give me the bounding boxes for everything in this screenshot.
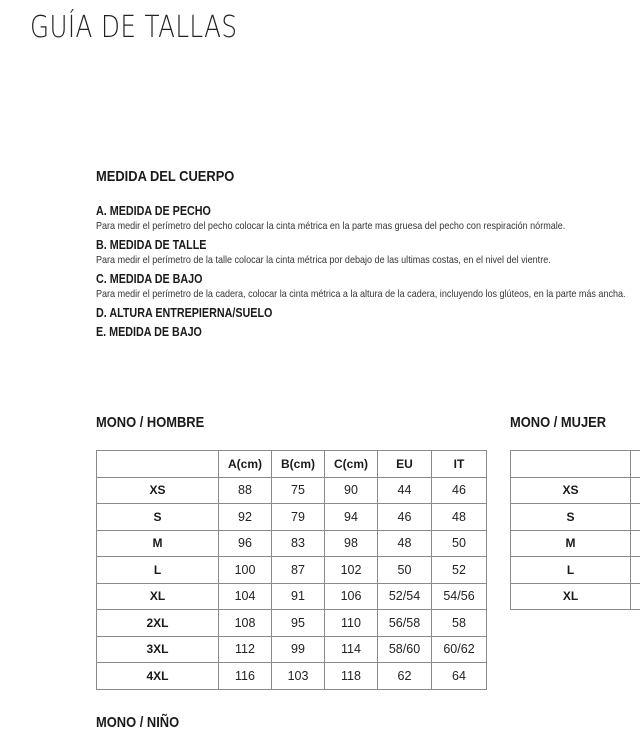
table-cell: 46 [432, 477, 487, 504]
table-cell: 46 [378, 504, 432, 531]
table-cell: 52/54 [378, 583, 432, 610]
table-row [97, 530, 487, 557]
table-cell: 96 [219, 530, 272, 557]
table-cell [631, 477, 640, 504]
table-cell: 58 [432, 610, 487, 637]
table-cell: 79 [272, 504, 325, 531]
table-cell: 75 [272, 477, 325, 504]
table-cell: 58/60 [378, 636, 432, 663]
table-cell: 99 [272, 636, 325, 663]
table-cell: 98 [325, 530, 378, 557]
header-cell [631, 451, 640, 478]
table-cell: 90 [325, 477, 378, 504]
table-cell: 48 [432, 504, 487, 531]
table-row [97, 477, 487, 504]
header-cell [97, 451, 219, 478]
table-cell: 103 [272, 663, 325, 690]
table-row [97, 583, 487, 610]
table-cell: 64 [432, 663, 487, 690]
table-cell: 44 [378, 477, 432, 504]
size-label: M [97, 530, 219, 557]
women-table-header-row [511, 451, 640, 478]
header-cell: A(cm) [219, 451, 272, 478]
table-cell: 50 [378, 557, 432, 584]
table-cell: 110 [325, 610, 378, 637]
size-label: 4XL [97, 663, 219, 690]
header-cell: EU [378, 451, 432, 478]
table-cell: 112 [219, 636, 272, 663]
table-cell: 91 [272, 583, 325, 610]
table-row [511, 557, 640, 584]
women-size-table [510, 450, 640, 610]
table-cell: 108 [219, 610, 272, 637]
measure-item-d [96, 305, 629, 321]
measure-description: Para medir el perímetro de la cadera, colocar la cinta métrica a la altura de la cadera, incluyendo los glúteos, en la parte más ancha. [96, 287, 629, 302]
measure-heading: A. MEDIDA DE PECHO [96, 203, 629, 219]
table-cell: 100 [219, 557, 272, 584]
table-cell: 48 [378, 530, 432, 557]
table-row [511, 504, 640, 531]
table-cell: 54/56 [432, 583, 487, 610]
measure-item-e [96, 324, 629, 340]
table-row [511, 530, 640, 557]
table-row [97, 610, 487, 637]
size-label: XL [97, 583, 219, 610]
table-row [511, 477, 640, 504]
table-cell: 88 [219, 477, 272, 504]
table-cell: 114 [325, 636, 378, 663]
header-cell: IT [432, 451, 487, 478]
size-label: 3XL [97, 636, 219, 663]
measure-description: Para medir el perímetro de la talle colocar la cinta métrica por debajo de las ultimas costas, en el nivel del vientre. [96, 253, 629, 268]
size-label: XL [511, 583, 631, 610]
size-label: S [511, 504, 631, 531]
size-label: S [97, 504, 219, 531]
body-measure-title: MEDIDA DEL CUERPO [96, 168, 234, 185]
measure-list [96, 203, 629, 340]
size-label: L [511, 557, 631, 584]
table-cell: 92 [219, 504, 272, 531]
table-row [97, 557, 487, 584]
table-cell: 104 [219, 583, 272, 610]
size-label: XS [511, 477, 631, 504]
table-row [511, 583, 640, 610]
men-table-header-row [97, 451, 487, 478]
measure-heading: E. MEDIDA DE BAJO [96, 324, 629, 340]
measure-description: Para medir el perímetro del pecho colocar la cinta métrica en la parte mas gruesa del pecho con respiración nórmale. [96, 219, 629, 234]
table-cell [631, 504, 640, 531]
header-cell: B(cm) [272, 451, 325, 478]
table-row [97, 504, 487, 531]
measure-item-c [96, 271, 629, 302]
size-label: 2XL [97, 610, 219, 637]
header-cell: C(cm) [325, 451, 378, 478]
measure-heading: D. ALTURA ENTREPIERNA/SUELO [96, 305, 629, 321]
measure-heading: C. MEDIDA DE BAJO [96, 271, 629, 287]
table-cell: 87 [272, 557, 325, 584]
next-section-title-cut: MONO / NIÑO [96, 714, 179, 731]
measure-item-a [96, 203, 629, 234]
page-title: GUÍA DE TALLAS [30, 10, 237, 45]
size-label: M [511, 530, 631, 557]
men-table-title: MONO / HOMBRE [96, 414, 204, 431]
table-cell: 106 [325, 583, 378, 610]
measure-item-b [96, 237, 629, 268]
table-cell: 50 [432, 530, 487, 557]
measure-heading: B. MEDIDA DE TALLE [96, 237, 629, 253]
table-cell [631, 583, 640, 610]
table-cell [631, 530, 640, 557]
table-cell: 60/62 [432, 636, 487, 663]
header-cell [511, 451, 631, 478]
table-cell: 95 [272, 610, 325, 637]
size-label: XS [97, 477, 219, 504]
table-row [97, 636, 487, 663]
table-cell: 62 [378, 663, 432, 690]
table-cell [631, 557, 640, 584]
table-cell: 83 [272, 530, 325, 557]
men-size-table [96, 450, 487, 690]
women-table-title: MONO / MUJER [510, 414, 606, 431]
table-cell: 52 [432, 557, 487, 584]
table-cell: 118 [325, 663, 378, 690]
table-row [97, 663, 487, 690]
table-cell: 116 [219, 663, 272, 690]
size-label: L [97, 557, 219, 584]
table-cell: 102 [325, 557, 378, 584]
table-cell: 56/58 [378, 610, 432, 637]
table-cell: 94 [325, 504, 378, 531]
